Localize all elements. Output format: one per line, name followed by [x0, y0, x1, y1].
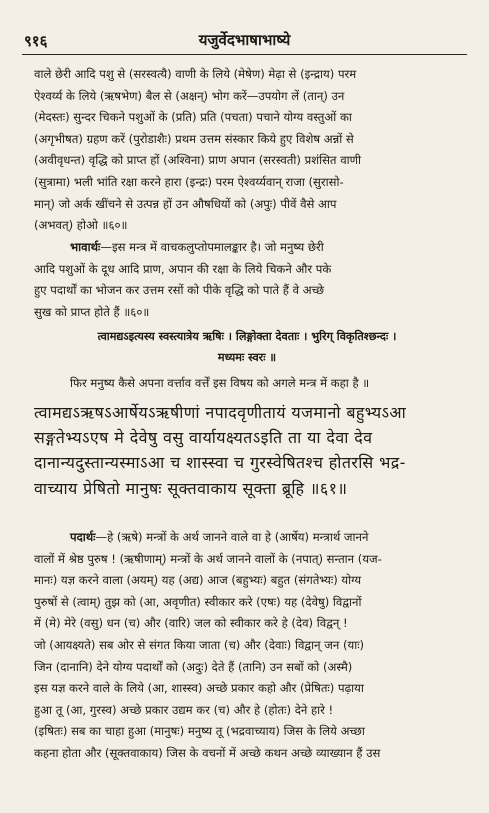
text-line: पुरुषों से (त्वाम्) तुझ को (आ, अवृणीत) स्वीकार करे (एषः) यह (देवेषु) विद्वानों — [34, 594, 362, 609]
text-line: (अगृभीषत) ग्रहण करें (पुरोडाशैः) प्रथम उत्तम संस्कार किये हुए विशेष अन्नों से — [34, 131, 354, 146]
text-line: (मेदस्तः) सुन्दर चिकने पशुओं के (प्रति) प्रति (पचता) पचाने योग्य वस्तुओं का — [34, 110, 352, 125]
bhavarth-section — [34, 237, 460, 323]
page-number: ९१६ — [24, 32, 48, 50]
text-line: हुए पदार्थों का भोजन कर उत्तम रसों को पीके वृद्धि को पाते हैं वे अच्छे — [34, 283, 325, 298]
padarth-label: पदार्थः — [70, 530, 96, 544]
mantra-line: दानान्यदुस्तान्यस्माऽआ च शास्स्वा च गुरस्वेषितश्च होतरसि भद्र- — [34, 453, 406, 473]
text-line: कहना होता और (सूक्तवाकाय) जिस के वचनों में अच्छे कथन अच्छे व्याख्यान हैं उस — [34, 745, 381, 760]
text-line: जिन (दानानि) देने योग्य पदार्थों को (अदुः) देते हैं (तानि) उन सबों को (अस्मै) — [34, 659, 353, 674]
padarth-section — [34, 527, 460, 765]
svara-line: मध्यमः स्वरः ॥ — [217, 351, 277, 364]
mantra-61 — [34, 400, 460, 501]
text-line: वाले छेरी आदि पशु से (सरस्वत्यै) वाणी के लिये (मेषेण) मेढ़ा से (इन्द्राय) परम — [34, 67, 357, 81]
rishi-line: त्वामद्यऽइत्यस्य स्वस्त्यात्रेय ऋषिः । लिङ्गोक्ता देवताः । भुरिग् विकृतिश्छन्दः । — [97, 330, 397, 343]
text-line: इस यज्ञ करने वाले के लिये (आ, शास्स्व) अच्छे प्रकार कहो और (प्रेषितः) पढ़ाया — [34, 681, 364, 696]
page-header — [22, 28, 467, 55]
text-line: (अभवत्) होओ ॥६०॥ — [34, 218, 128, 233]
text-line: जो (आयक्ष्यते) सब ओर से संगत किया जाता (च) और (देवाः) विद्वान् जन (याः) — [34, 637, 365, 652]
text-line: मान्) जो अर्क खींचने से उत्पन्न हों उन औषधियों को (अपुः) पीवें वैसे आप — [34, 196, 337, 211]
mantra-line: वाच्याय प्रेषितो मानुषः सूक्तवाकाय सूक्ता ब्रूहि ॥६१॥ — [34, 478, 348, 498]
bhavarth-label: भावार्थः — [70, 240, 101, 254]
text-line: वालों में श्रेष्ठ पुरुष ! (ऋषीणाम्) मन्त्रों के अर्थ जानने वालों के (नपात्) सन्तान (यज- — [34, 551, 382, 566]
text-line: (अवीवृधन्त) वृद्धि को प्राप्त हों (अश्विना) प्राण अपान (सरस्वती) प्रशंसित वाणी — [34, 153, 362, 168]
mantra-line: त्वामद्यऽऋषऽआर्षेयऽऋषीणां नपादवृणीतायं यजमानो बहुभ्यऽआ — [34, 403, 407, 422]
text-line: सुख को प्राप्त होते हैं ॥६०॥ — [34, 304, 150, 319]
text-line: —इस मन्त्र में वाचकलुप्तोपमालङ्कार है। जो मनुष्य छेरी — [100, 240, 324, 254]
running-title: यजुर्वेदभाषाभाष्ये — [198, 31, 291, 49]
mantra-intro — [34, 373, 460, 395]
text-line: ऐश्वर्य्य के लिये (ऋषभेण) बैल से (अक्षन्) भोग करें—उपयोग लें (तान्) उन — [34, 88, 345, 103]
text-line: आदि पशुओं के दूध आदि प्राण, अपान की रक्षा के लिये चिकने और पके — [34, 261, 332, 276]
text-line: (सुत्रामा) भली भांति रक्षा करने हारा (इन्द्रः) परम ऐश्वर्य्यवान् राजा (सुरासो- — [34, 174, 344, 189]
text-line: हुआ तू (आ, गुरस्व) अच्छे प्रकार उद्यम कर (च) और हे (होतः) देने हारे ! — [34, 702, 334, 717]
text-line: में (मे) मेरे (वसु) धन (च) और (वारि) जल को स्वीकार करे हे (देव) विद्वन् ! — [34, 616, 348, 631]
rishi-devata-line — [34, 326, 460, 368]
text-line: (इषितः) सब का चाहा हुआ (मानुषः) मनुष्य तू (भद्रवाच्याय) जिस के लिये अच्छा — [34, 724, 365, 739]
mantra-line: सङ्गतेभ्यऽएष मे देवेषु वसु वार्यायक्ष्यतऽइति ता या देवा देव — [34, 428, 373, 448]
commentary-paragraph-60 — [34, 64, 460, 237]
text-line: —हे (ऋषे) मन्त्रों के अर्थ जानने वाले वा हे (आर्षेय) मन्त्रार्थ जानने — [95, 530, 369, 544]
intro-line: फिर मनुष्य कैसे अपना वर्त्ताव वर्त्तें इस विषय को अगले मन्त्र में कहा है ॥ — [70, 376, 370, 390]
text-line: मानः) यज्ञ करने वाला (अयम्) यह (अद्य) आज (बहुभ्यः) बहुत (संगतेभ्यः) योग्य — [34, 573, 362, 588]
